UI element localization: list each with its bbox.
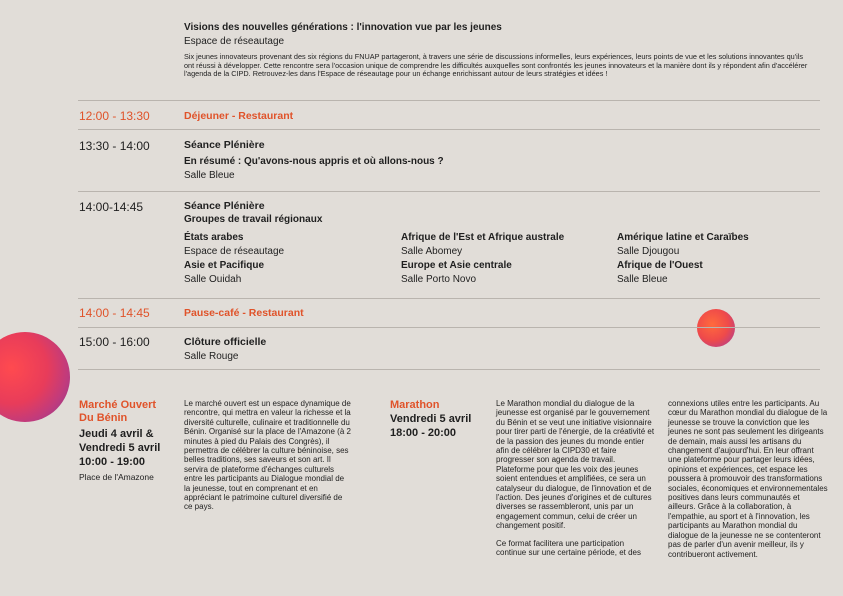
marathon-text-col1 bbox=[496, 399, 656, 558]
market-title-line1: Marché Ouvert bbox=[79, 399, 157, 411]
market-place: Place de l'Amazone bbox=[79, 472, 154, 482]
group-region: États arabes bbox=[184, 232, 244, 243]
group-room: Espace de réseautage bbox=[184, 246, 285, 257]
group-room: Salle Bleue bbox=[617, 274, 668, 285]
market-dates-line2: Vendredi 5 avril bbox=[79, 442, 161, 454]
closing-location: Salle Rouge bbox=[184, 351, 239, 362]
closing-time: 15:00 - 16:00 bbox=[79, 335, 150, 349]
divider bbox=[78, 298, 820, 299]
divider bbox=[78, 100, 820, 101]
market-time: 10:00 - 19:00 bbox=[79, 456, 146, 468]
marathon-text-col2: connexions utiles entre les participants. Au cœur du Marathon mondial du dialogue de la jeunesse se trouve la conviction que les jeunes ne sont pas seulement les dirigeants de demain, mais aussi les artisans du changement d'aujourd'hui. En leur offrant une plateforme pour partager leurs idées, opinions et expériences, cet espace les poussera à promouvoir des transformations sociales, économiques et environnementales positives dans leurs communautés et ailleurs. Grâce à la collaboration, à l'empathie, au sport et à l'innovation, les participants au Marathon mondial du dialogue de la jeunesse ne se contenteront pas de parler d'un avenir meilleur, ils y contribueront activement. bbox=[668, 399, 828, 559]
plenary1-time: 13:30 - 14:00 bbox=[79, 139, 150, 153]
market-text: Le marché ouvert est un espace dynamique de rencontre, qui mettra en valeur la richesse et la diversité culturelle, culinaire et traditionnelle du Bénin. Organisé sur la place de l'Amazone (à 2 minutes à pied du Palais des Congrès), il permettra de célébrer la culture béninoise, ses belles traditions, ses saveurs et son art. Il servira de plateforme d'échanges culturels entre les participants au Dialogue mondial de la jeunesse, tout en comprenant et en appréciant le patrimoine culturel diversifié de ce pays. bbox=[184, 399, 351, 512]
group-room: Salle Porto Novo bbox=[401, 274, 477, 285]
group-room: Salle Ouidah bbox=[184, 274, 242, 285]
plenary2-title: Séance Plénière bbox=[184, 200, 265, 212]
divider bbox=[78, 369, 820, 370]
marathon-title: Marathon bbox=[390, 399, 440, 411]
group-column-3 bbox=[617, 231, 817, 287]
plenary2-time: 14:00-14:45 bbox=[79, 200, 144, 214]
group-room: Salle Abomey bbox=[401, 246, 463, 257]
group-column-1 bbox=[184, 231, 384, 287]
group-column-2 bbox=[401, 231, 601, 287]
marathon-date: Vendredi 5 avril bbox=[390, 413, 472, 425]
intro-title: Visions des nouvelles générations : l'innovation vue par les jeunes bbox=[184, 22, 502, 33]
intro-location: Espace de réseautage bbox=[184, 36, 285, 47]
gradient-circle-left bbox=[0, 332, 70, 422]
market-header bbox=[79, 399, 179, 483]
market-dates-line1: Jeudi 4 avril & bbox=[79, 428, 154, 440]
lunch-label: Déjeuner - Restaurant bbox=[184, 110, 294, 122]
group-region: Europe et Asie centrale bbox=[401, 260, 512, 271]
plenary1-subtitle: En résumé : Qu'avons-nous appris et où allons-nous ? bbox=[184, 156, 444, 167]
marathon-time: 18:00 - 20:00 bbox=[390, 427, 457, 439]
plenary1-location: Salle Bleue bbox=[184, 170, 235, 181]
coffee-time: 14:00 - 14:45 bbox=[79, 306, 150, 320]
divider bbox=[78, 129, 820, 130]
lunch-time: 12:00 - 13:30 bbox=[79, 109, 150, 123]
closing-title: Clôture officielle bbox=[184, 336, 267, 348]
intro-text: Six jeunes innovateurs provenant des six régions du FNUAP partageront, à travers une série de discussions informelles, leurs expériences, leurs points de vue et les solutions innovantes qu'ils ont réussi à développer. Cette rencontre sera l'occasion unique de comprendre les difficultés auxquelles sont confrontés les jeunes innovateurs et la manière dont ils y répondent afin d'accélérer l'agenda de la CIPD. Retrouvez-les dans l'Espace de réseautage pour un échange enrichissant autour de leurs stratégies et idées ! bbox=[184, 52, 808, 79]
marathon-paragraph-1: Le Marathon mondial du dialogue de la jeunesse est organisé par le gouvernement du Bénin et se veut une initiative visionnaire pour tirer parti de l'énergie, de la créativité et de la passion des jeunes du monde entier afin de célébrer la CIPD30 et faire progresser son agenda de travail. Plateforme pour que les voix des jeunes soient entendues et amplifiées, ce sera un catalyseur du dialogue, de l'innovation et de l'action. Des jeunes d'origines et de cultures diverses se rassembleront, unis par un engagement commun, celui de créer un changement positif. bbox=[496, 399, 655, 531]
marathon-header bbox=[390, 399, 490, 440]
group-region: Afrique de l'Ouest bbox=[617, 260, 703, 271]
market-title-line2: Du Bénin bbox=[79, 412, 128, 424]
group-room: Salle Djougou bbox=[617, 246, 680, 257]
group-region: Amérique latine et Caraïbes bbox=[617, 232, 749, 243]
plenary1-title: Séance Plénière bbox=[184, 139, 265, 151]
plenary2-subtitle: Groupes de travail régionaux bbox=[184, 214, 323, 225]
divider bbox=[78, 327, 820, 328]
coffee-label: Pause-café - Restaurant bbox=[184, 307, 304, 319]
gradient-circle-right bbox=[697, 309, 735, 347]
group-region: Asie et Pacifique bbox=[184, 260, 265, 271]
divider bbox=[78, 191, 820, 192]
group-region: Afrique de l'Est et Afrique australe bbox=[401, 232, 565, 243]
marathon-paragraph-2: Ce format facilitera une participation continue sur une certaine période, et des bbox=[496, 538, 641, 558]
